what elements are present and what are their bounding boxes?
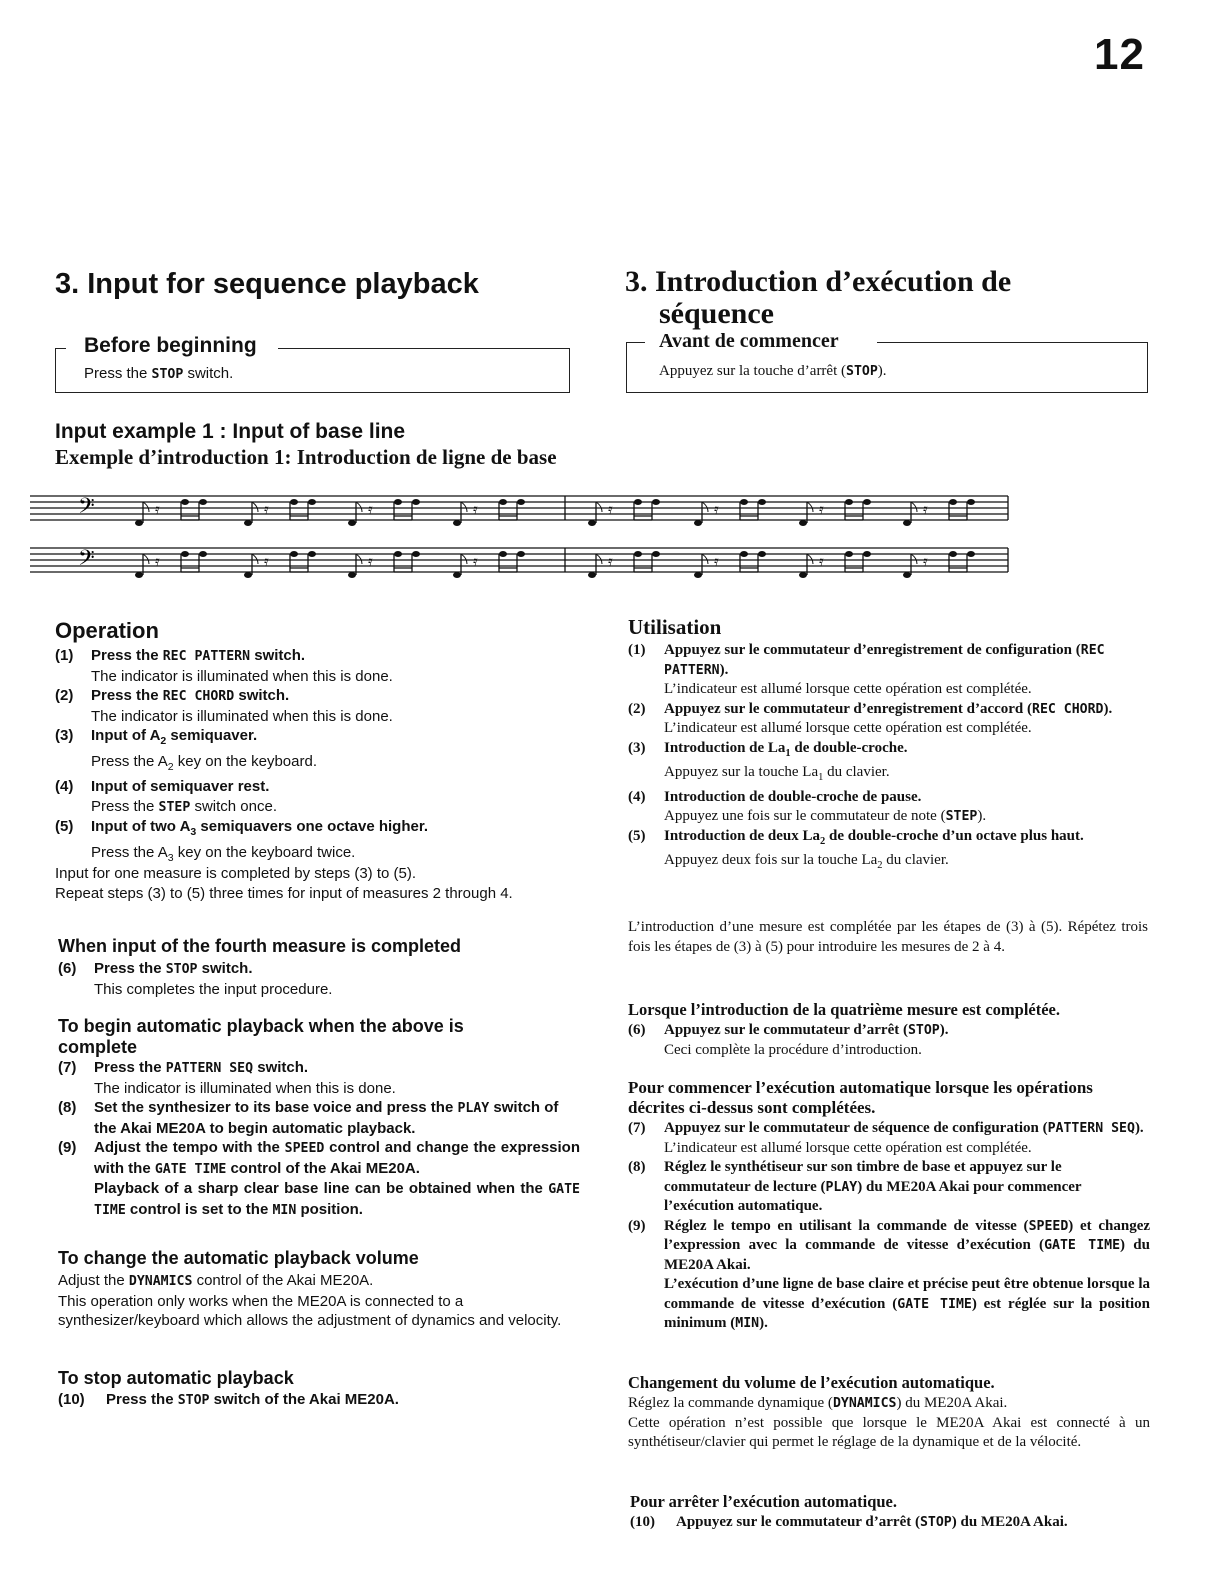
- note-group: [588, 499, 660, 526]
- svg-text:𝄿: 𝄿: [473, 500, 478, 518]
- stop-title-en: To stop automatic playback: [58, 1368, 294, 1388]
- note-group: [799, 499, 871, 526]
- svg-text:𝄿: 𝄿: [155, 500, 160, 518]
- auto-playback-title-en: To begin automatic playback when the above is complete: [58, 1016, 464, 1057]
- note-group: [135, 551, 207, 578]
- step-7-en: (7) Press the PATTERN SEQ switch. The indicator is illuminated when this is done.: [58, 1059, 396, 1097]
- operation-title-fr: Utilisation: [628, 615, 722, 639]
- before-beginning-box-en: [55, 334, 570, 393]
- note-group: [244, 499, 316, 526]
- step-9-fr: (9) Réglez le tempo en utilisant la commande de vitesse (SPEED) et changez l’expression avec la commande de vitesse d’exécution (GATE TIME) du ME20A Akai. L’exécution d’une ligne de base claire et précise peut être obtenue lorsque la commande de vitesse d’exécution (GATE TIME) est réglée sur la position minimum (MIN).: [628, 1217, 1151, 1331]
- svg-text:𝄿: 𝄿: [368, 552, 373, 570]
- step-2-en: (2) Press the REC CHORD switch. The indicator is illuminated when this is done.: [55, 687, 393, 725]
- step-10-en: (10) Press the STOP switch of the Akai ME20A.: [58, 1391, 399, 1408]
- section-heading-en: 3. Input for sequence playback: [55, 268, 479, 300]
- svg-text:𝄿: 𝄿: [608, 552, 613, 570]
- step-8-fr: (8) Réglez le synthétiseur sur son timbre de base et appuyez sur le commutateur de lecture (PLAY) du ME20A Akai pour commencer l’exécution automatique.: [628, 1159, 1082, 1214]
- svg-text:𝄿: 𝄿: [714, 500, 719, 518]
- section-heading-fr: [625, 266, 1145, 330]
- heading-fr-line1: 3. Introduction d’exécution de: [625, 265, 1012, 298]
- step-5-fr: (5) Introduction de deux $La_2$ de double-croche d’un octave plus haut. Appuyez deux fois sur la touche $La_2$ du clavier.: [628, 827, 1084, 871]
- auto-steps-en: [58, 1058, 580, 1220]
- auto-playback-title-fr: Pour commencer l’exécution automatique lorsque les opérations décrites ci-dessus sont complétées.: [628, 1078, 1093, 1117]
- page-number: 12: [1094, 30, 1145, 79]
- step-6-en: (6) Press the STOP switch. This completes the input procedure.: [58, 960, 333, 998]
- note-group: [135, 499, 207, 526]
- step-2-fr: (2) Appuyez sur le commutateur d’enregistrement d’accord (REC CHORD). L’indicateur est allumé lorsque cette opération est complétée.: [628, 700, 1113, 736]
- operation-steps-fr: [628, 641, 1148, 876]
- note-group: [244, 551, 316, 578]
- svg-text:𝄿: 𝄿: [714, 552, 719, 570]
- heading-fr-line2: séquence: [659, 297, 774, 330]
- step-10-fr: (10) Appuyez sur le commutateur d’arrêt (STOP) du ME20A Akai.: [630, 1514, 1068, 1530]
- volume-text-en: Adjust the DYNAMICS control of the Akai ME20A. This operation only works when the ME20A is connected to a synthesizer/keyboard which allows the adjustment of dynamics and velocity.: [58, 1272, 562, 1329]
- note-group: [348, 551, 420, 578]
- note-group: [588, 551, 660, 578]
- step-8-en: (8) Set the synthesizer to its base voice and press the PLAY switch of the Akai ME20A to begin automatic playback.: [58, 1099, 559, 1137]
- before-beginning-title-en: Before beginning: [80, 334, 263, 358]
- step-7-fr: (7) Appuyez sur le commutateur de séquence de configuration (PATTERN SEQ). L’indicateur est allumé lorsque cette opération est complétée.: [628, 1120, 1144, 1156]
- fourth-measure-title-fr: Lorsque l’introduction de la quatrième mesure est complétée.: [628, 1000, 1060, 1019]
- bass-clef-icon: 𝄢: [78, 546, 95, 576]
- before-beginning-text-en: Press the STOP switch.: [84, 365, 234, 382]
- example-title-en: Input example 1 : Input of base line: [55, 420, 406, 443]
- step-1-fr: (1) Appuyez sur le commutateur d’enregistrement de configuration (REC PATTERN). L’indicateur est allumé lorsque cette opération est complétée.: [628, 642, 1105, 697]
- operation-steps-en: [55, 646, 585, 868]
- note-group: [348, 499, 420, 526]
- note-group: [694, 499, 766, 526]
- step-3-fr: (3) Introduction de $La_1$ de double-croche. Appuyez sur la touche $La_1$ du clavier.: [628, 739, 908, 783]
- note-group: [453, 499, 525, 526]
- before-beginning-title-fr: Avant de commencer: [655, 330, 845, 353]
- step-3-en: (3) Input of $A_2$ semiquaver. Press the $A_2$ key on the keyboard.: [55, 727, 317, 773]
- stop-title-fr: Pour arrêter l’exécution automatique.: [630, 1492, 897, 1511]
- step-6-fr: (6) Appuyez sur le commutateur d’arrêt (STOP). Ceci complète la procédure d’introduction.: [628, 1022, 949, 1058]
- auto-steps-fr: [628, 1119, 1150, 1334]
- before-beginning-box-fr: [626, 330, 1148, 393]
- operation-title-en: Operation: [55, 618, 159, 643]
- fourth-measure-title-en: When input of the fourth measure is completed: [58, 936, 462, 956]
- note-group: [799, 551, 871, 578]
- example-title-fr: Exemple d’introduction 1: Introduction de ligne de base: [55, 445, 557, 469]
- svg-text:𝄿: 𝄿: [155, 552, 160, 570]
- svg-text:𝄿: 𝄿: [923, 500, 928, 518]
- note-group: [903, 551, 975, 578]
- svg-text:𝄿: 𝄿: [819, 500, 824, 518]
- step-5-en: (5) Input of two $A_3$ semiquavers one octave higher. Press the $A_3$ key on the keyboard twice.: [55, 818, 429, 864]
- volume-text-fr: Réglez la commande dynamique (DYNAMICS) du ME20A Akai. Cette opération n’est possible que lorsque le ME20A Akai est connecté à un synthétiseur/clavier qui permet le réglage de la dynamique et de la vélocité.: [628, 1395, 1150, 1450]
- svg-text:𝄿: 𝄿: [264, 552, 269, 570]
- measure-text-en: Input for one measure is completed by steps (3) to (5). Repeat steps (3) to (5) three times for input of measures 2 through 4.: [55, 865, 513, 902]
- volume-title-fr: Changement du volume de l’exécution automatique.: [628, 1373, 995, 1392]
- note-group: [453, 551, 525, 578]
- svg-text:𝄿: 𝄿: [923, 552, 928, 570]
- measure-text-fr: L’introduction d’une mesure est complétée par les étapes de (3) à (5). Répétez trois fois les étapes de (3) à (5) pour introduire les mesures de 2 à 4.: [628, 919, 1148, 955]
- svg-text:𝄿: 𝄿: [264, 500, 269, 518]
- step-1-en: (1) Press the REC PATTERN switch. The indicator is illuminated when this is done.: [55, 647, 393, 685]
- before-beginning-text-fr: Appuyez sur la touche d’arrêt (STOP).: [659, 363, 887, 379]
- bass-clef-icon: 𝄢: [78, 494, 95, 524]
- svg-text:𝄿: 𝄿: [473, 552, 478, 570]
- svg-text:𝄿: 𝄿: [608, 500, 613, 518]
- note-group: [903, 499, 975, 526]
- step-4-fr: (4) Introduction de double-croche de pause. Appuyez une fois sur le commutateur de note (STEP).: [628, 788, 987, 824]
- music-notation: [30, 490, 1015, 590]
- svg-text:𝄿: 𝄿: [368, 500, 373, 518]
- step-9-en: (9) Adjust the tempo with the SPEED control and change the expression with the GATE TIME control of the Akai ME20A. Playback of a sharp clear base line can be obtained when the GATE TIME control is set to the MIN position.: [58, 1139, 580, 1218]
- svg-text:𝄿: 𝄿: [819, 552, 824, 570]
- volume-title-en: To change the automatic playback volume: [58, 1248, 419, 1268]
- note-group: [694, 551, 766, 578]
- step-4-en: (4) Input of semiquaver rest. Press the STEP switch once.: [55, 778, 278, 815]
